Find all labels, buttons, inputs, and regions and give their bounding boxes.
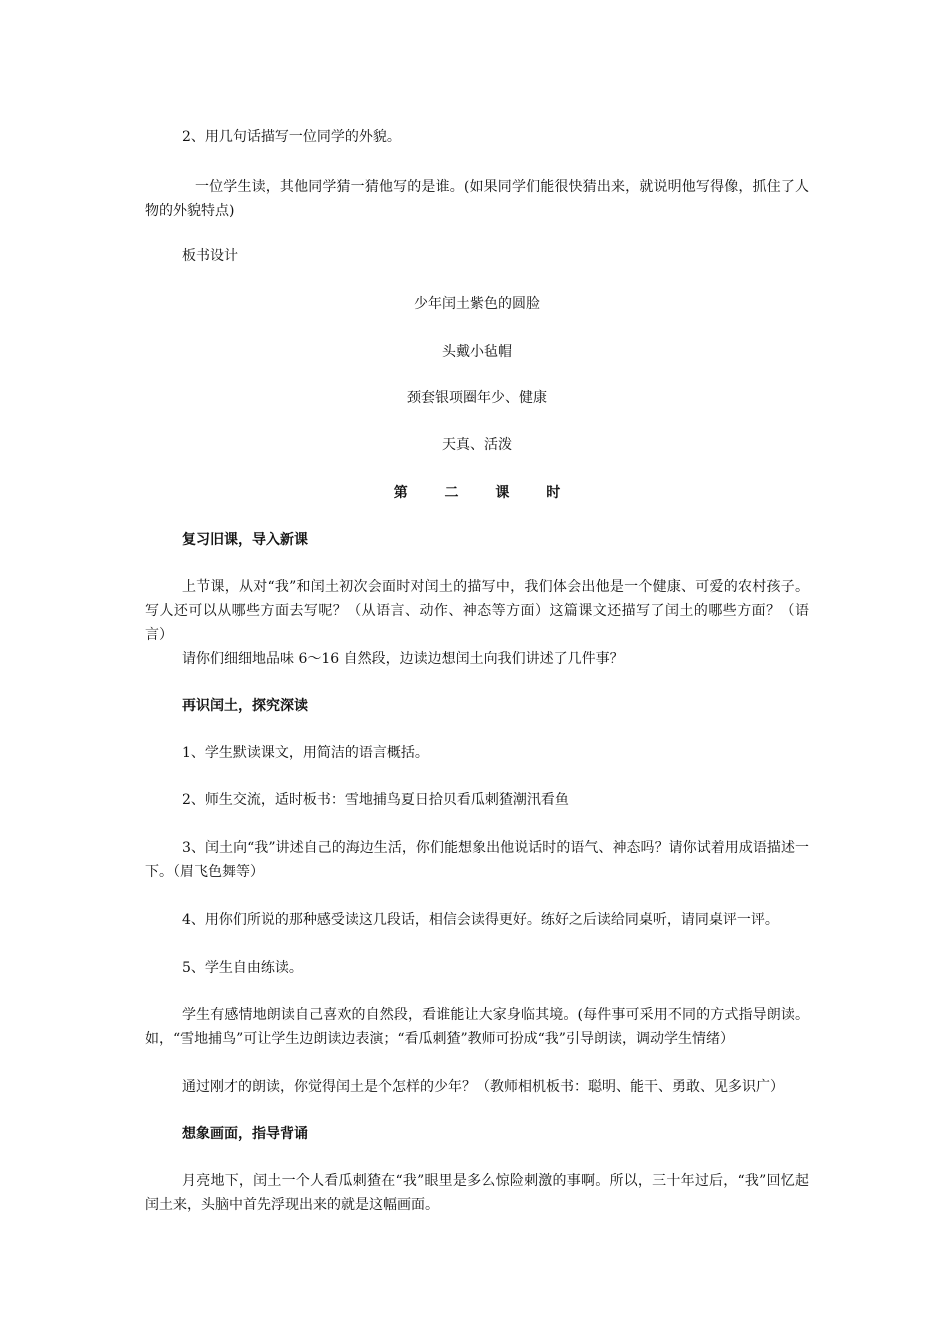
board-line: 天真、活泼 <box>442 437 512 453</box>
text-line: 4、用你们所说的那种感受读这几段话，相信会读得更好。练好之后读给同桌听，请同桌评一评。 <box>182 912 779 928</box>
paragraph: 学生有感情地朗读自己喜欢的自然段，看谁能让大家身临其境。(每件事可采用不同的方式指导朗读。如，“雪地捕鸟”可让学生边朗读边表演；“看瓜刺猹”教师可扮成“我”引导朗读，调动学生情绪） <box>145 1007 809 1047</box>
section-heading: 想象画面，指导背诵 <box>182 1126 308 1142</box>
board-line: 头戴小毡帽 <box>442 344 512 360</box>
text-line: 板书设计 <box>182 248 238 264</box>
text-line: 请你们细细地品味 6～16 自然段，边读边想闰土向我们讲述了几件事？ <box>182 651 624 667</box>
text-line: 2、师生交流，适时板书：雪地捕鸟夏日拾贝看瓜刺猹潮汛看鱼 <box>182 792 569 808</box>
section-heading: 复习旧课，导入新课 <box>182 532 308 548</box>
section-heading: 再识闰土，探究深读 <box>182 698 308 714</box>
text-line: 5、学生自由练读。 <box>182 960 303 976</box>
section-title: 第 二 课 时 <box>393 485 577 501</box>
text-line: 2、用几句话描写一位同学的外貌。 <box>182 129 401 145</box>
paragraph: 月亮地下，闰土一个人看瓜刺猹在“我”眼里是多么惊险刺激的事啊。所以，三十年过后，“我”回忆起闰土来，头脑中首先浮现出来的就是这幅画面。 <box>145 1173 809 1213</box>
board-line: 少年闰土紫色的圆脸 <box>414 296 540 312</box>
paragraph: 3、闰土向“我”讲述自己的海边生活，你们能想象出他说话时的语气、神态吗？请你试着用成语描述一下。（眉飞色舞等） <box>145 840 809 880</box>
text-line: 通过刚才的朗读，你觉得闰土是个怎样的少年？（教师相机板书：聪明、能干、勇敢、见多识广） <box>182 1079 784 1095</box>
paragraph: 上节课，从对“我”和闰土初次会面时对闰土的描写中，我们体会出他是一个健康、可爱的农村孩子。写人还可以从哪些方面去写呢？（从语言、动作、神态等方面）这篇课文还描写了闰土的哪些方面？（语言） <box>145 579 809 643</box>
board-line: 颈套银项圈年少、健康 <box>407 390 547 406</box>
paragraph: 一位学生读，其他同学猜一猜他写的是谁。(如果同学们能很快猜出来，就说明他写得像，抓住了人物的外貌特点) <box>145 179 809 219</box>
text-line: 1、学生默读课文，用简洁的语言概括。 <box>182 745 429 761</box>
